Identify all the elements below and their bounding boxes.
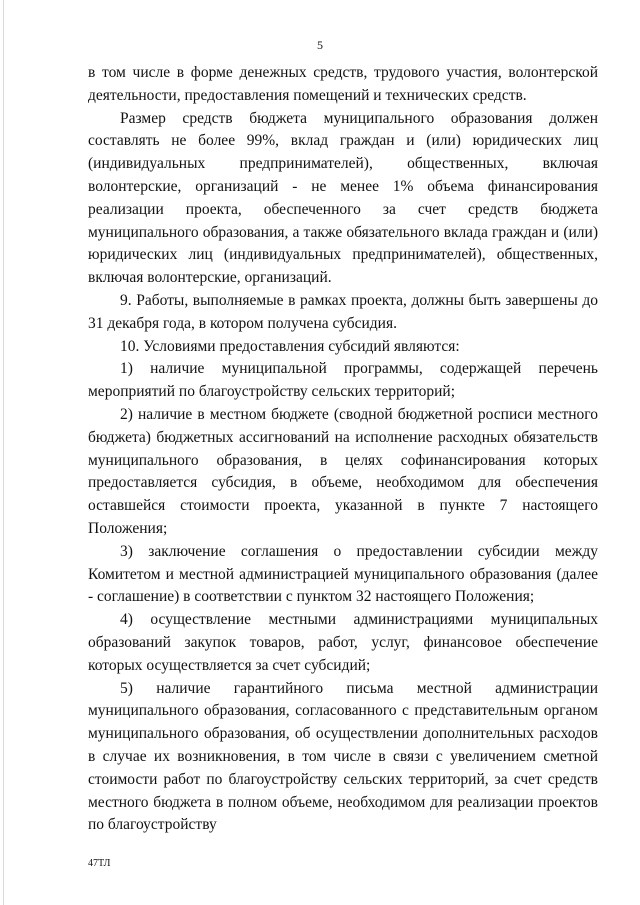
- scan-edge-line: [3, 0, 4, 905]
- paragraph-condition-4: 4) осуществление местными администрациями муниципальных образований закупок товаров, работ, услуг, финансовое обеспечение которых осуществляется за счет субсидий;: [88, 611, 598, 674]
- paragraph-condition-3: 3) заключение соглашения о предоставлении субсидии между Комитетом и местной администрацией муниципального образования (далее - соглашение) в соответствии с пунктом 32 настоящего Положения;: [88, 542, 598, 606]
- page-number: 5: [317, 38, 323, 52]
- paragraph-condition-1: 1) наличие муниципальной программы, содержащей перечень мероприятий по благоустройству сельских территорий;: [88, 360, 598, 401]
- paragraph-continuation: в том числе в форме денежных средств, трудового участия, волонтерской деятельности, предоставления помещений и технических средств.: [88, 64, 598, 104]
- paragraph-condition-2: 2) наличие в местном бюджете (сводной бюджетной росписи местного бюджета) бюджетных ассигнований на исполнение расходных обязательств муниципального образования, в целях софинансирования которых предоставляется субсидия, в объеме, необходимом для обеспечения оставшейся стоимости проекта, указанной в пункте 7 настоящего Положения;: [88, 405, 598, 537]
- paragraph-condition-5: 5) наличие гарантийного письма местной администрации муниципального образования, согласованного с представительным органом муниципального образования, об осуществлении дополнительных расходов в случае их возникновения, в том числе в связи с увеличением сметной стоимости работ по благоустройству сельских территорий, за счет средств местного бюджета в полном объеме, необходимом для реализации проектов по благоустройству: [88, 679, 598, 834]
- document-body: [88, 62, 598, 837]
- footer-code: 47ТЛ: [88, 858, 111, 869]
- paragraph-budget-share: Размер средств бюджета муниципального образования должен составлять не более 99%, вклад граждан и (или) юридических лиц (индивидуальных предпринимателей), общественных, включая волонтерские, организаций - не менее 1% объема финансирования реализации проекта, обеспеченного за счет средств бюджета муниципального образования, а также обязательного вклада граждан и (или) юридических лиц (индивидуальных предпринимателей), общественных, включая волонтерские, организаций.: [88, 109, 598, 287]
- paragraph-item-9: 9. Работы, выполняемые в рамках проекта, должны быть завершены до 31 декабря года, в котором получена субсидия.: [88, 291, 598, 332]
- paragraph-item-10: 10. Условиями предоставления субсидий являются:: [120, 337, 460, 355]
